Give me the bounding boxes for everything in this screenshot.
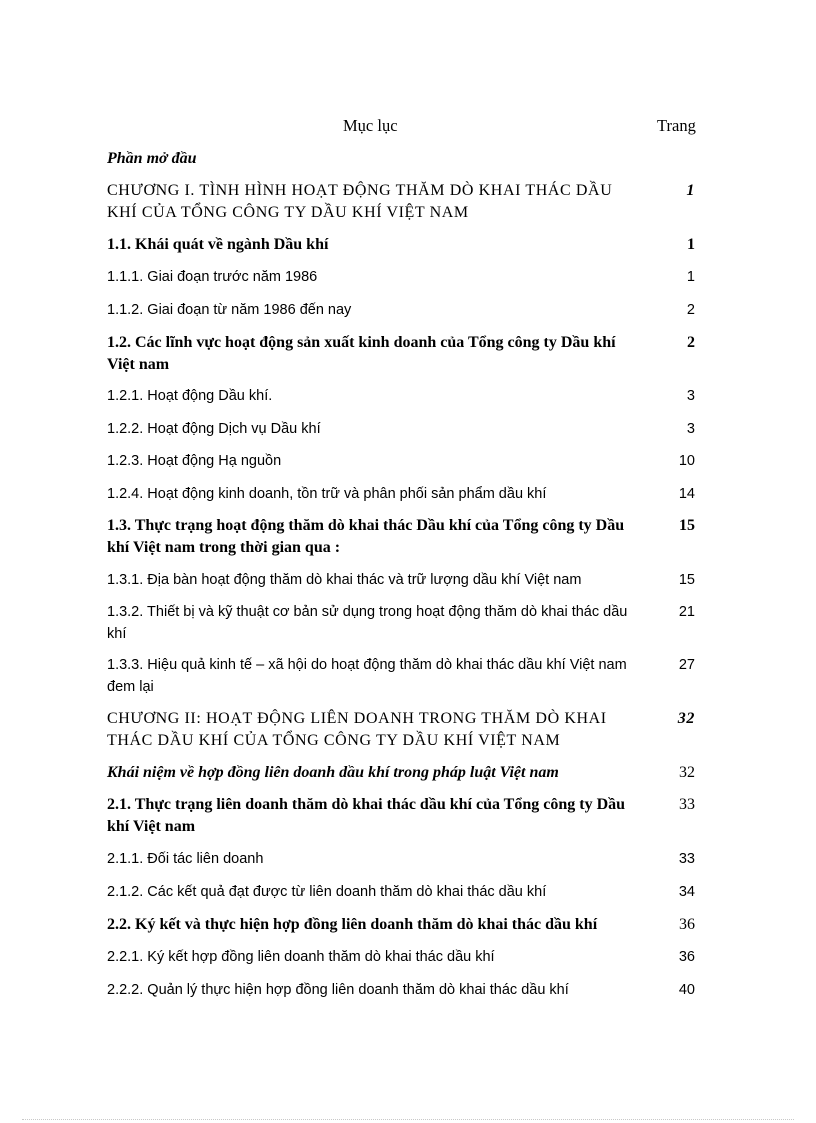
toc-entry-1-2-1[interactable] <box>107 385 707 407</box>
toc-entry-text: 2.1.1. Đối tác liên doanh <box>107 851 264 867</box>
toc-entry-page: 2 <box>686 302 695 318</box>
toc-entry-page: 3 <box>686 421 695 437</box>
toc-entry-text: 1.3.3. Hiệu quả kinh tế – xã hội do hoạt động thăm dò khai thác dầu khí Việt nam đem lại <box>107 657 627 695</box>
toc-entry-1-2-4[interactable] <box>107 483 707 505</box>
page-bottom-rule <box>22 1119 794 1120</box>
toc-entry-text: 1.1.1. Giai đoạn trước năm 1986 <box>107 269 318 285</box>
toc-entry-1-3-2[interactable] <box>107 601 707 645</box>
toc-entry-1-2-2[interactable] <box>107 418 707 440</box>
toc-entry-text: CHƯƠNG I. TÌNH HÌNH HOẠT ĐỘNG THĂM DÒ KHAI THÁC DẦU KHÍ CỦA TỔNG CÔNG TY DẦU KHÍ VIỆT NAM <box>107 182 613 221</box>
toc-entry-text: 1.2.1. Hoạt động Dầu khí. <box>107 388 273 404</box>
toc-entry-1-1[interactable] <box>107 234 707 256</box>
toc-entry-text: Khái niệm về hợp đồng liên doanh dầu khí trong pháp luật Việt nam <box>107 764 559 781</box>
toc-entry-page: 1 <box>687 236 695 253</box>
toc-entry-page: 1 <box>686 182 695 199</box>
toc-entry-text: 2.1. Thực trạng liên doanh thăm dò khai thác dầu khí của Tổng công ty Dầu khí Việt nam <box>107 796 626 835</box>
toc-entry-text: 1.3. Thực trạng hoạt động thăm dò khai thác Dầu khí của Tổng công ty Dầu khí Việt nam trong thời gian qua : <box>107 517 625 556</box>
toc-entry-1-3-1[interactable] <box>107 569 707 591</box>
toc-entry-text: 1.2.3. Hoạt động Hạ nguồn <box>107 453 282 469</box>
toc-title: Mục lục <box>343 116 398 135</box>
toc-entry-page: 1 <box>686 269 695 285</box>
toc-entry-text: 2.1.2. Các kết quả đạt được từ liên doanh thăm dò khai thác dầu khí <box>107 884 547 900</box>
toc-entry-2-1-2[interactable] <box>107 881 707 903</box>
toc-entry-text: Phần mở đầu <box>107 150 197 167</box>
toc-entry-text: 1.3.2. Thiết bị và kỹ thuật cơ bản sử dụng trong hoạt động thăm dò khai thác dầu khí <box>107 604 628 642</box>
toc-entry-text: 1.1. Khái quát về ngành Dầu khí <box>107 236 329 253</box>
toc-entry-1-1-2[interactable] <box>107 299 707 321</box>
toc-entry-page: 15 <box>679 517 695 534</box>
toc-entry-text: 2.2.2. Quản lý thực hiện hợp đồng liên doanh thăm dò khai thác dầu khí <box>107 982 569 998</box>
toc-entry-page: 27 <box>678 657 695 673</box>
toc-entry-1-3-3[interactable] <box>107 654 707 698</box>
toc-entry-concept[interactable] <box>107 762 707 784</box>
toc-entry-chapter-1[interactable] <box>107 180 707 224</box>
toc-entry-page: 34 <box>678 884 695 900</box>
toc-entry-2-1[interactable] <box>107 794 707 838</box>
toc-entry-page: 32 <box>679 764 695 781</box>
toc-entry-page: 15 <box>678 572 695 588</box>
toc-entry-text: 1.2. Các lĩnh vực hoạt động sản xuất kinh doanh của Tổng công ty Dầu khí Việt nam <box>107 334 616 373</box>
toc-entry-text: 2.2. Ký kết và thực hiện hợp đồng liên doanh thăm dò khai thác dầu khí <box>107 916 598 933</box>
page-column-header: Trang <box>657 116 696 135</box>
toc-entry-text: 2.2.1. Ký kết hợp đồng liên doanh thăm dò khai thác dầu khí <box>107 949 495 965</box>
toc-entry-page: 21 <box>678 604 695 620</box>
toc-entry-1-3[interactable] <box>107 515 707 559</box>
toc-entry-text: 1.3.1. Địa bàn hoạt động thăm dò khai thác và trữ lượng dầu khí Việt nam <box>107 572 582 588</box>
toc-entry-page: 10 <box>678 453 695 469</box>
toc-entry-text: 1.1.2. Giai đoạn từ năm 1986 đến nay <box>107 302 352 318</box>
toc-entry-2-1-1[interactable] <box>107 848 707 870</box>
toc-entry-text: 1.2.4. Hoạt động kinh doanh, tồn trữ và phân phối sản phẩm dầu khí <box>107 486 547 502</box>
toc-entry-page: 36 <box>679 916 695 933</box>
toc-entry-2-2-2[interactable] <box>107 979 707 1001</box>
toc-entry-page: 33 <box>678 851 695 867</box>
toc-entry-2-2[interactable] <box>107 914 707 936</box>
toc-entry-intro[interactable] <box>107 148 707 170</box>
toc-entry-page: 32 <box>677 710 695 727</box>
toc-entry-text: CHƯƠNG II: HOẠT ĐỘNG LIÊN DOANH TRONG THĂM DÒ KHAI THÁC DẦU KHÍ CỦA TỔNG CÔNG TY DẦU KHÍ VIỆT NAM <box>107 710 607 749</box>
toc-entry-page: 33 <box>679 796 695 813</box>
toc-entry-1-2[interactable] <box>107 332 707 376</box>
toc-entry-page: 36 <box>678 949 695 965</box>
toc-entry-page: 3 <box>686 388 695 404</box>
toc-entry-1-2-3[interactable] <box>107 450 707 472</box>
toc-entry-page: 2 <box>687 334 695 351</box>
toc-entry-2-2-1[interactable] <box>107 946 707 968</box>
toc-entry-chapter-2[interactable] <box>107 708 707 752</box>
toc-entry-1-1-1[interactable] <box>107 266 707 288</box>
toc-entry-text: 1.2.2. Hoạt động Dịch vụ Dầu khí <box>107 421 321 437</box>
toc-entry-page: 14 <box>678 486 695 502</box>
toc-entry-page: 40 <box>678 982 695 998</box>
